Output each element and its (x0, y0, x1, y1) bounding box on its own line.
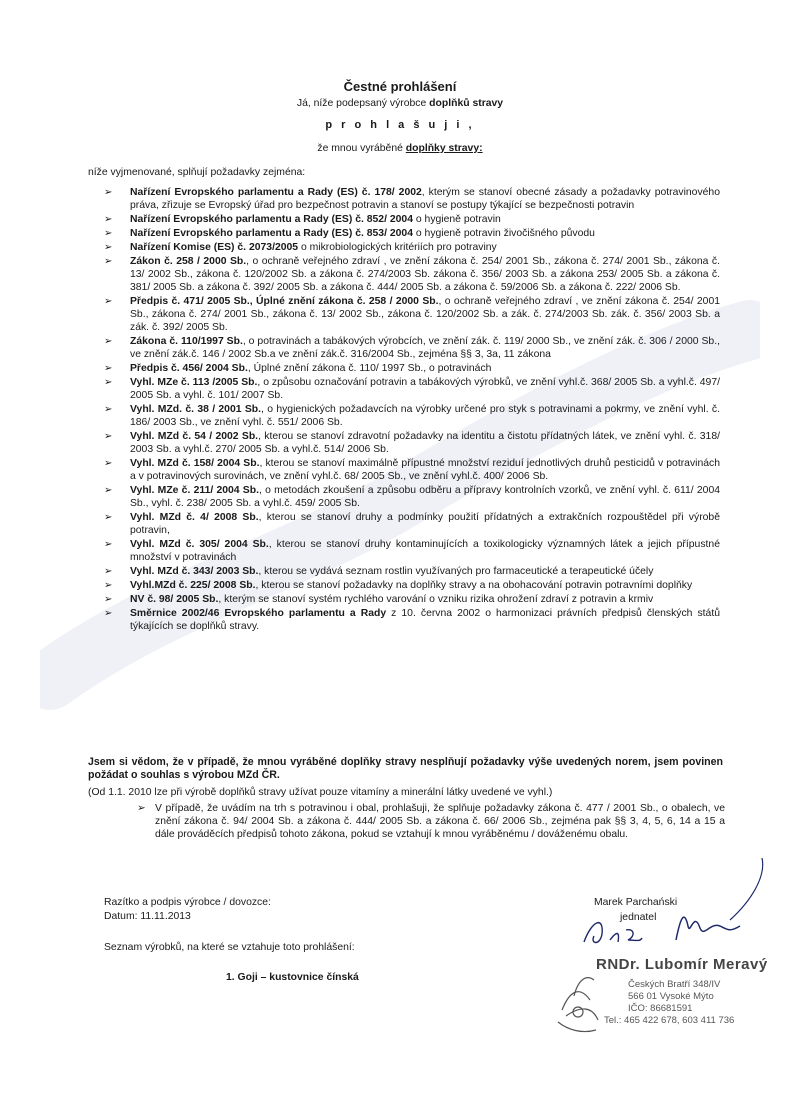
intro-text: níže vyjmenované, splňují požadavky zejména: (88, 167, 306, 178)
packaging-list (137, 802, 725, 841)
arrow-bullet-icon: ➢ (104, 296, 113, 307)
arrow-bullet-icon: ➢ (104, 485, 113, 496)
regulation-list (104, 186, 721, 634)
regulation-item: ➢ Nařízení Komise (ES) č. 2073/2005 o mikrobiologických kritériích pro potraviny (104, 242, 497, 253)
arrow-bullet-icon: ➢ (137, 803, 146, 814)
stamp-city: 566 01 Vysoké Mýto (628, 991, 714, 1002)
arrow-bullet-icon: ➢ (104, 336, 113, 347)
date: Datum: 11.11.2013 (104, 911, 191, 922)
stamp-ico: IČO: 86681591 (628, 1003, 693, 1014)
regulation-item: ➢ Nařízení Evropského parlamentu a Rady (ES) č. 853/ 2004 o hygieně potravin živočišného původu (104, 228, 595, 239)
arrow-bullet-icon: ➢ (104, 512, 113, 523)
declare-heading: p r o h l a š u j i , (325, 119, 475, 131)
products-line: že mnou vyráběné doplňky stravy: (317, 143, 483, 154)
regulation-item: ➢ Vyhl. MZd č. 343/ 2003 Sb., kterou se vydává seznam rostlin využívaných pro farmaceutické a terapeutické účely (104, 566, 654, 577)
arrow-bullet-icon: ➢ (104, 431, 113, 442)
arrow-bullet-icon: ➢ (104, 187, 113, 198)
regulation-item: ➢ Předpis č. 456/ 2004 Sb., Úplné znění zákona č. 110/ 1997 Sb., o potravinách (104, 363, 492, 374)
product-item: 1. Goji – kustovnice čínská (226, 972, 359, 983)
stamp-tel: Tel.: 465 422 678, 603 411 736 (604, 1015, 735, 1026)
arrow-bullet-icon: ➢ (104, 594, 113, 605)
regulation-item: ➢ Vyhl. MZe č. 211/ 2004 Sb., o metodách zkoušení a způsobu odběru a přípravy kontrolních vzorků, ve znění vyhl. č. 611/ 2004 Sb., vyhl. č. 238/ 2005 Sb. a vyhl.č. 459/ 2005 Sb. (104, 485, 721, 509)
packaging-item: ➢ V případě, že uvádím na trh s potravinou i obal, prohlašuji, že splňuje požadavky zákona č. 477 / 2001 Sb., o obalech, ve znění zákona č. 94/ 2004 Sb. a zákona č. 444/ 2005 Sb. a zákona č. 66/ 2006 Sb., zejména pak §§ 3, 4, 5, 6, 14 a 15 a dále prováděcích předpisů tohoto zákona, pokud se vztahují k mnou vyráběnému / dováženému obalu. (137, 803, 725, 840)
regulation-item: ➢ NV č. 98/ 2005 Sb., kterým se stanoví systém rychlého varování o vzniku rizika ohrožení zdraví z potravin a krmiv (104, 594, 654, 605)
regulation-item: ➢ Nařízení Evropského parlamentu a Rady (ES) č. 178/ 2002, kterým se stanoví obecné zásady a požadavky potravinového práva, zřizuje se Evropský úřad pro bezpečnost potravin a stanoví se postupy týkající se bezpečnosti potravin (104, 187, 720, 211)
vitamin-note: (Od 1.1. 2010 lze při výrobě doplňků stravy užívat pouze vitamíny a minerální látky uvedené ve vyhl.) (88, 787, 553, 798)
arrow-bullet-icon: ➢ (104, 256, 113, 267)
products-label: Seznam výrobků, na které se vztahuje toto prohlášení: (104, 942, 355, 953)
arrow-bullet-icon: ➢ (104, 363, 113, 374)
arrow-bullet-icon: ➢ (104, 377, 113, 388)
arrow-bullet-icon: ➢ (104, 242, 113, 253)
arrow-bullet-icon: ➢ (104, 608, 113, 619)
regulation-item: ➢ Vyhl. MZd č. 4/ 2008 Sb., kterou se stanoví druhy a podmínky použití přídatných a extrakčních rozpouštědel při výrobě potravin, (104, 512, 720, 536)
regulation-item: ➢ Vyhl. MZe č. 113 /2005 Sb., o způsobu označování potravin a tabákových výrobků, ve znění vyhl.č. 368/ 2005 Sb. a vyhl.č. 497/ 2005 Sb. a vyhl. č. 101/ 2007 Sb. (104, 377, 720, 401)
stamp-label: Razítko a podpis výrobce / dovozce: (104, 897, 271, 908)
arrow-bullet-icon: ➢ (104, 214, 113, 225)
arrow-bullet-icon: ➢ (104, 458, 113, 469)
arrow-bullet-icon: ➢ (104, 580, 113, 591)
regulation-item: ➢ Vyhl. MZd. č. 38 / 2001 Sb., o hygienických požadavcích na výrobky určené pro styk s potravinami a pokrmy, ve znění vyhl. č. 186/ 2003 Sb., ve znění vyhl. č. 551/ 2006 Sb. (104, 404, 720, 428)
regulation-item: ➢ Vyhl. MZd č. 54 / 2002 Sb., kterou se stanoví zdravotní požadavky na identitu a čistotu přídatných látek, ve znění vyhl. č. 318/ 2003 Sb. a vyhl.č. 270/ 2005 Sb. a vyhl.č. 514/ 2006 Sb. (104, 431, 720, 455)
stamp-street: Českých Bratří 348/IV (628, 979, 721, 990)
regulation-item: ➢ Směrnice 2002/46 Evropského parlamentu a Rady z 10. června 2002 o harmonizaci právních předpisů členských států týkajících se doplňků stravy. (104, 608, 721, 632)
signer-name: Marek Parchański (594, 897, 678, 908)
signature (580, 850, 770, 960)
regulation-item: ➢ Nařízení Evropského parlamentu a Rady (ES) č. 852/ 2004 o hygieně potravin (104, 214, 501, 225)
arrow-bullet-icon: ➢ (104, 566, 113, 577)
regulation-item: ➢ Zákona č. 110/1997 Sb., o potravinách a tabákových výrobcích, ve znění zák. č. 119/ 2000 Sb., ve znění zák. č. 306 / 2000 Sb., ve znění zák.č. 146 / 2002 Sb.a ve znění zák.č. 316/2004 Sb., zejména §§ 3, 3a, 11 zákona (104, 336, 720, 360)
regulation-item: ➢ Vyhl. MZd č. 158/ 2004 Sb., kterou se stanoví maximálně přípustné množství reziduí jednotlivých druhů pesticidů v potravinách a v potravinových surovinách, ve znění vyhl.č. 68/ 2005 Sb., ve znění vyhl.č. 400/ 2006 Sb. (104, 458, 720, 482)
regulation-item: ➢ Vyhl.MZd č. 225/ 2008 Sb., kterou se stanoví požadavky na doplňky stravy a na obohacování potravin potravními doplňky (104, 580, 693, 591)
regulation-item: ➢ Vyhl. MZd č. 305/ 2004 Sb., kterou se stanoví druhy kontaminujících a toxikologicky významných látek a jejich přípustné množství v potravinách (104, 539, 720, 563)
regulation-item: ➢ Zákon č. 258 / 2000 Sb., o ochraně veřejného zdraví , ve znění zákona č. 254/ 2001 Sb., zákona č. 274/ 2001 Sb., zákona č. 13/ 2002 Sb., zákona č. 120/2002 Sb. a zákona č. 274/2003 Sb. zákona č. 356/ 2003 Sb. a zákona 253/ 2005 Sb. a zákona č. 381/ 2005 Sb. a zákona č. 392/ 2005 Sb. a zákona č. 444/ 2005 Sb. a zákona č. 59/2006 Sb. a zákona č. 222/ 2006 Sb. (104, 256, 720, 293)
signer-role: jednatel (620, 912, 657, 923)
arrow-bullet-icon: ➢ (104, 539, 113, 550)
declaration-text: Jsem si vědom, že v případě, že mnou vyráběné doplňky stravy nesplňují požadavky výše uvedených norem, jsem povinen požádat o souhlas s výrobou MZd ČR. (88, 756, 723, 781)
subtitle: Já, níže podepsaný výrobce doplňků stravy (296, 98, 504, 109)
arrow-bullet-icon: ➢ (104, 228, 113, 239)
page-title: Čestné prohlášení (343, 79, 457, 94)
stamp-name: RNDr. Lubomír Meravý (596, 956, 768, 973)
regulation-item: ➢ Předpis č. 471/ 2005 Sb., Úplné znění zákona č. 258 / 2000 Sb., o ochraně veřejného zdraví , ve znění zákona č. 254/ 2001 Sb., zákona č. 274/ 2001 Sb., zákona č. 13/ 2002 Sb., zákona č. 120/2002 Sb. a zák. č. 274/2003 Sb. zák. č. 356/ 2003 Sb. a zák. č. 392/ 2005 Sb. (104, 296, 720, 333)
arrow-bullet-icon: ➢ (104, 404, 113, 415)
